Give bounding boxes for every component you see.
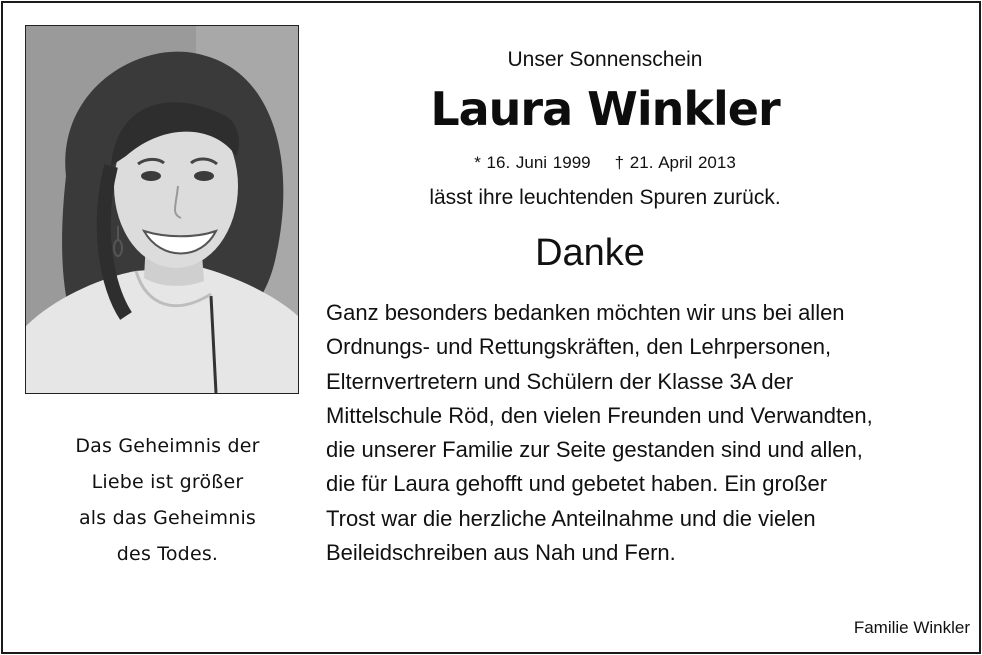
legacy-line: lässt ihre leuchtenden Spuren zurück.	[429, 186, 781, 209]
subtitle: Unser Sonnenschein	[507, 48, 703, 71]
birth-date: * 16. Juni 1999	[474, 153, 591, 172]
quote-block	[30, 428, 305, 572]
thanks-body	[326, 296, 976, 570]
quote-line: Das Geheimnis der	[75, 435, 260, 457]
body-line: die für Laura gehofft und gebetet haben. Ein großer	[326, 471, 828, 497]
death-date: † 21. April 2013	[614, 153, 736, 172]
body-line: Ordnungs- und Rettungskräften, den Lehrpersonen,	[326, 334, 832, 360]
life-dates	[320, 153, 890, 173]
body-line: Trost war die herzliche Anteilnahme und die vielen	[326, 505, 816, 531]
deceased-name: Laura Winkler	[430, 82, 780, 136]
thanks-heading: Danke	[535, 232, 645, 274]
portrait-photo	[25, 25, 299, 394]
body-line: Ganz besonders bedanken möchten wir uns bei allen	[326, 300, 845, 325]
quote-line: des Todes.	[116, 543, 219, 565]
body-line: Elternvertretern und Schülern der Klasse 3A der	[326, 368, 794, 394]
body-line: die unserer Familie zur Seite gestanden sind und allen,	[326, 437, 863, 463]
quote-line: Liebe ist größer	[91, 471, 244, 493]
body-line: Mittelschule Röd, den vielen Freunden und Verwandten,	[326, 402, 873, 428]
quote-line: als das Geheimnis	[78, 507, 257, 529]
signature: Familie Winkler	[853, 618, 970, 637]
body-line: Beileidschreiben aus Nah und Fern.	[326, 540, 676, 566]
